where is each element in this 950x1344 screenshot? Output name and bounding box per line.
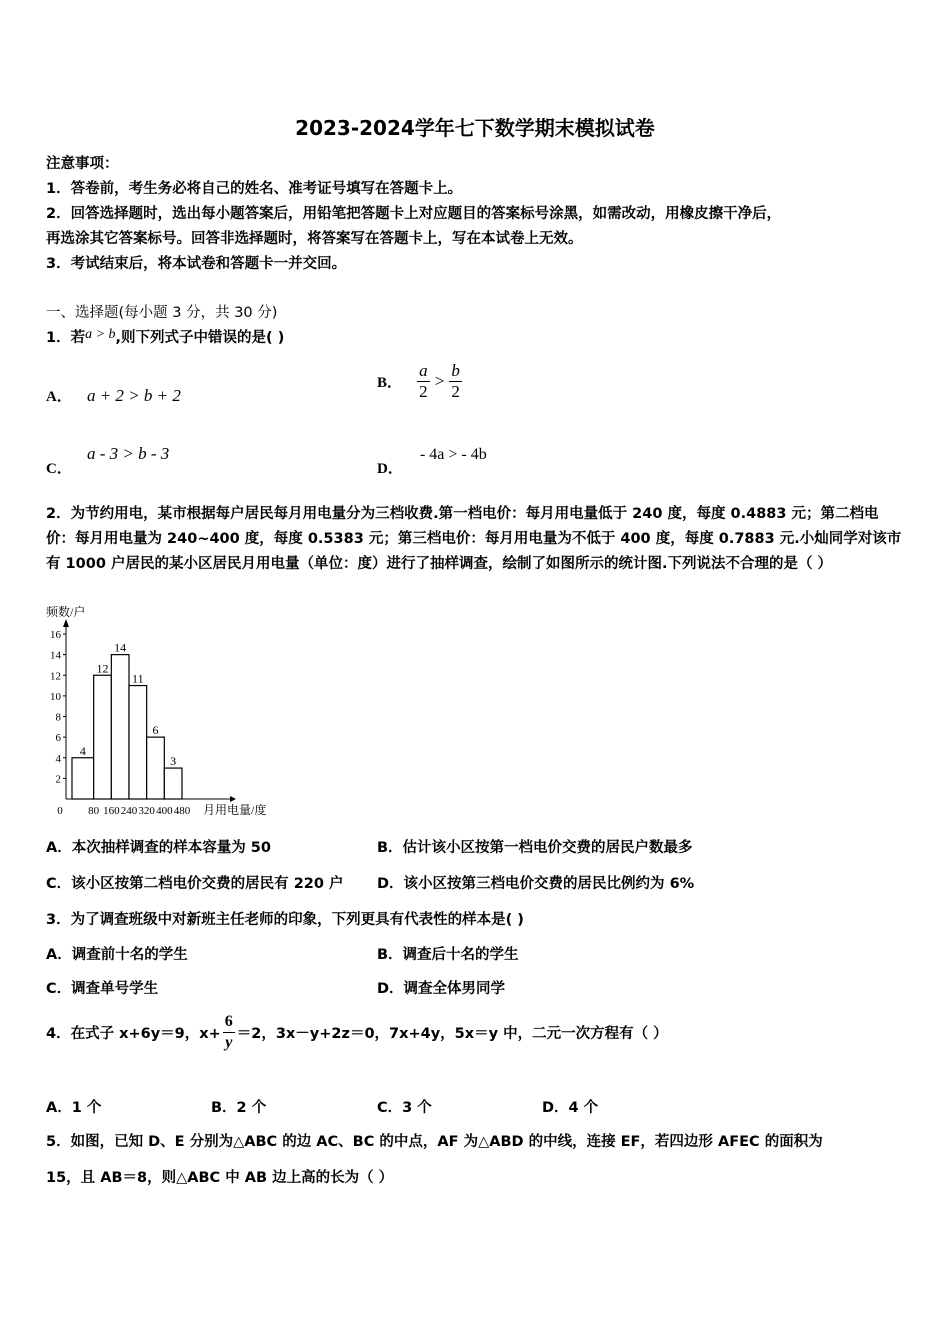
q4-option-a: A．1 个 <box>46 1100 102 1116</box>
x-tick-label: 480 <box>173 805 191 817</box>
q5-stem-line2: 15，且 AB＝8，则△ABC 中 AB 边上高的长为（ ） <box>46 1170 394 1186</box>
q2-option-a: A．本次抽样调查的样本容量为 50 <box>46 840 271 856</box>
q3-stem: 3．为了调查班级中对新班主任老师的印象，下列更具有代表性的样本是( ) <box>46 912 524 928</box>
y-tick-label: 6 <box>55 732 61 745</box>
bar-data-label: 6 <box>152 723 159 738</box>
q2-option-b: B．估计该小区按第一档电价交费的居民户数最多 <box>377 840 693 856</box>
y-tick-label: 8 <box>55 711 61 724</box>
notice-item: 再选涂其它答案标号。回答非选择题时，将答案写在答题卡上，写在本试卷上无效。 <box>46 231 583 247</box>
notice-item: 3．考试结束后，将本试卷和答题卡一并交回。 <box>46 256 347 272</box>
q3-option-c: C．调查单号学生 <box>46 981 159 997</box>
q3-option-b: B．调查后十名的学生 <box>377 947 519 963</box>
q4-option-b: B．2 个 <box>211 1100 267 1116</box>
y-axis-arrow <box>63 619 69 627</box>
q1-option-b: B． $\frac{a}{2}$ > $\frac{b}{2}$ <box>377 361 460 401</box>
q1-option-c: C． a - 3 > b - 3 <box>46 444 170 477</box>
page-title: 2023-2024学年七下数学期末模拟试卷 <box>295 116 655 140</box>
x-tick-label: 320 <box>138 805 155 817</box>
q4-option-d: D．4 个 <box>542 1100 599 1116</box>
notice-heading: 注意事项： <box>46 156 119 172</box>
q4-option-c: C．3 个 <box>377 1100 432 1116</box>
x-axis-arrow <box>230 796 236 802</box>
y-tick-label: 10 <box>50 690 61 703</box>
bar-data-label: 14 <box>114 640 127 655</box>
q4-stem: 4．在式子 x+6y＝9，x+ $\frac{6}{y}$ ＝2，3x－y+2z＝0，7x+4y，5x＝y 中，二元一次方程有（ ） <box>46 1013 668 1051</box>
bar-data-label: 3 <box>170 754 177 769</box>
q5-stem-line1: 5．如图，已知 D、E 分别为△ABC 的边 AC、BC 的中点，AF 为△ABD 的中线，连接 EF，若四边形 AFEC 的面积为 <box>46 1134 823 1150</box>
q2-stem: 2．为节约用电，某市根据每户居民每月用电量分为三档收费.第一档电价：每月用电量低于 240 度，每度 0.4883 元；第二档电价：每月用电量为 240~400 度，每度 0.5383 元；第三档电价：每月用电量为不低于 400 度，每度 0.7883 元.小灿同学对该市有 1000 户居民的某小区居民月用电量（单位：度）进行了抽样调查，绘制了如图所示的统计图.下列说法不合理的是（ ） <box>46 506 902 572</box>
histogram-bar <box>164 768 182 799</box>
notice-item: 2．回答选择题时，选出每小题答案后，用铅笔把答题卡上对应题目的答案标号涂黑，如需改动，用橡皮擦干净后， <box>46 206 782 222</box>
bar-data-label: 4 <box>79 743 86 758</box>
x-tick-label: 400 <box>156 805 173 817</box>
q1-option-d: D． - 4a > - 4b <box>377 446 487 477</box>
histogram-bar <box>129 686 147 799</box>
q3-option-d: D．调查全体男同学 <box>377 981 506 997</box>
q1-stem: 1．若a > b,则下列式子中错误的是( ) <box>46 327 285 346</box>
histogram-bar <box>94 675 112 799</box>
x-tick-label: 240 <box>120 805 138 817</box>
y-tick-label: 14 <box>50 649 61 662</box>
q2-option-d: D．该小区按第三档电价交费的居民比例约为 6% <box>377 876 695 892</box>
y-tick-label: 12 <box>50 670 61 683</box>
notice-item: 1．答卷前，考生务必将自己的姓名、准考证号填写在答题卡上。 <box>46 181 463 197</box>
y-tick-label: 4 <box>55 752 61 765</box>
x-tick-label: 160 <box>103 805 120 817</box>
q2-option-c: C．该小区按第二档电价交费的居民有 220 户 <box>46 876 344 892</box>
y-axis-title: 频数/户 <box>46 605 86 619</box>
bar-data-label: 11 <box>132 671 144 686</box>
histogram-bar <box>111 655 129 799</box>
q1-option-a: A． a + 2 > b + 2 <box>46 386 181 405</box>
histogram-chart <box>40 603 290 823</box>
q3-option-a: A．调查前十名的学生 <box>46 947 188 963</box>
y-tick-label: 2 <box>55 773 61 786</box>
histogram-bar <box>147 737 165 799</box>
histogram-bar <box>72 758 94 799</box>
x-tick-label: 0 <box>57 805 63 817</box>
y-tick-label: 16 <box>50 629 61 641</box>
x-tick-label: 80 <box>88 805 100 817</box>
bar-data-label: 12 <box>96 661 109 676</box>
section-heading: 一、选择题(每小题 3 分，共 30 分) <box>46 305 278 321</box>
x-axis-title: 月用电量/度 <box>203 803 267 817</box>
